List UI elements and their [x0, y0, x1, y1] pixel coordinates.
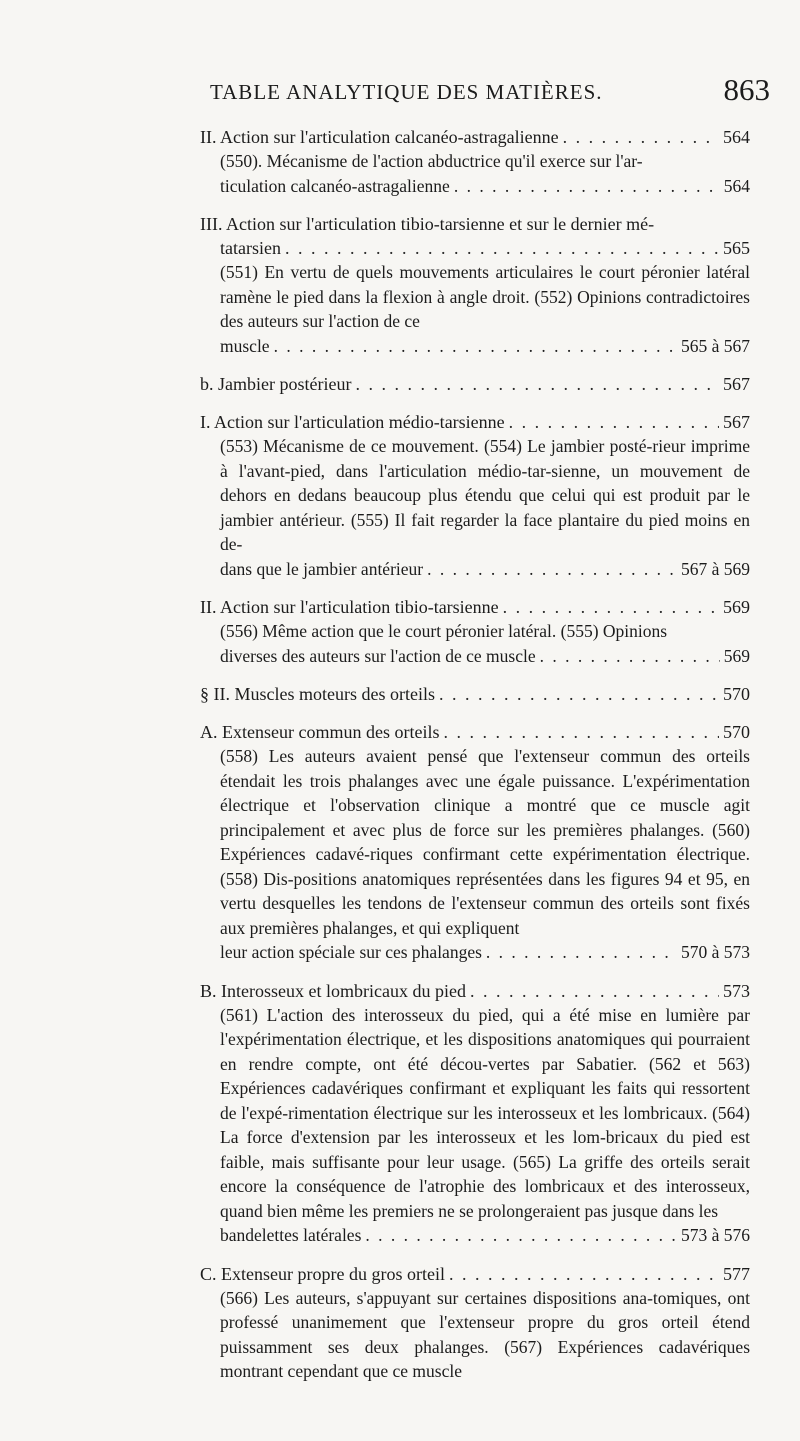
toc-body [200, 260, 750, 358]
toc-body-last-text: bandelettes latérales [220, 1225, 362, 1245]
toc-entry [200, 1262, 750, 1384]
leader-dots [443, 720, 719, 744]
toc-body-last-text: diverses des auteurs sur l'action de ce muscle [220, 645, 536, 666]
leader-dots [355, 372, 719, 396]
toc-body-page: 573 à 576 [680, 1225, 750, 1245]
toc-body-last-line [220, 644, 750, 669]
toc-body-page: 567 à 569 [680, 558, 750, 579]
toc-page: 567 [723, 412, 750, 432]
page-number: 863 [723, 72, 770, 107]
toc-entry [200, 212, 750, 358]
toc-body-last-line [220, 1223, 750, 1248]
toc-entry [200, 125, 750, 198]
leader-dots [439, 682, 719, 706]
page-header [210, 72, 770, 112]
toc-body-text: (556) Même action que le court péronier latéral. (555) Opinions [220, 621, 668, 641]
toc-entry [200, 720, 750, 965]
toc-heading-line [200, 1262, 750, 1286]
toc-body-last-line [220, 940, 750, 965]
toc-heading: § II. Muscles moteurs des orteils [200, 684, 435, 704]
toc-body-text: (551) En vertu de quels mouvements articulaires le court péronier latéral ramène le pied dans la flexion à angle droit. (552) Opinions contradictoires des auteurs sur l'action de ce [220, 262, 750, 331]
toc-entry [200, 410, 750, 581]
toc-heading: III. Action sur l'articulation tibio-tarsienne et sur le dernier mé- [200, 214, 655, 234]
toc-body-last-line [220, 174, 750, 199]
toc-body-last-text: muscle [220, 335, 270, 356]
toc-heading-line [200, 720, 750, 744]
leader-dots [449, 1262, 719, 1286]
toc-entry [200, 682, 750, 706]
leader-dots [509, 410, 719, 434]
toc-heading-line [200, 595, 750, 619]
toc-page: 565 [723, 238, 750, 258]
toc-body-last-text: ticulation calcanéo-astragalienne [220, 175, 450, 196]
toc-heading-line [200, 410, 750, 434]
toc-entry [200, 372, 750, 396]
toc-page: 573 [723, 980, 750, 1001]
toc-body-page: 564 [723, 175, 750, 196]
leader-dots [563, 125, 719, 149]
toc-body-text: (553) Mécanisme de ce mouvement. (554) Le jambier posté-rieur imprime à l'avant-pied, dans l'articulation médio-tar-sienne, un mouvement de dehors en dedans beaucoup plus étendu que celui qui est produit par le jambier antérieur. (555) Il fait regarder la face plantaire du pied moins en de- [220, 436, 750, 554]
toc-heading-cont: tatarsien [220, 238, 281, 258]
leader-dots [503, 595, 719, 619]
leader-dots [274, 334, 677, 359]
toc-body-last-line [220, 334, 750, 359]
toc-body-page: 570 à 573 [680, 942, 750, 962]
leader-dots [454, 174, 720, 199]
toc-heading: I. Action sur l'articulation médio-tarsienne [200, 412, 505, 432]
toc-entry [200, 595, 750, 668]
toc-body-last-line [220, 557, 750, 582]
toc-body-last-text: dans que le jambier antérieur [220, 558, 424, 579]
toc-heading: II. Action sur l'articulation tibio-tarsienne [200, 597, 499, 617]
toc-page: 569 [723, 597, 750, 617]
toc-page: 570 [723, 684, 750, 704]
leader-dots [540, 644, 720, 669]
toc-heading-cont-line [200, 236, 750, 260]
toc-body-page: 565 à 567 [680, 335, 750, 356]
toc-heading: C. Extenseur propre du gros orteil [200, 1263, 445, 1284]
toc-page: 567 [723, 374, 750, 394]
toc-body-text: (561) L'action des interosseux du pied, qui a été mise en lumière par l'expérimentation électrique, et les dispositions anatomiques qui pourraient en rendre compte, ont été décou-vertes par Sabatier. (562 et 563) Expériences cadavériques confirmant et expliquant les faits qui ressortent de l'expé-rimentation électrique sur les interosseux et les lombricaux. (564) La force d'extension par les interosseux et les lom-bricaux du pied est faible, mais suffisante pour leur usage. (565) La griffe des orteils serait encore la conséquence de l'atrophie des lombricaux et des interosseux, quand bien même les premiers ne se prolongeraient pas jusque dans les [220, 1004, 750, 1221]
toc-heading: B. Interosseux et lombricaux du pied [200, 980, 466, 1001]
toc-body-text: (566) Les auteurs, s'appuyant sur certaines dispositions ana-tomiques, ont professé unanimement que l'extenseur propre du gros orteil étend puissamment ses deux phalanges. (567) Expériences cadavériques montrant cependant que ce muscle [220, 1287, 750, 1381]
toc-heading-line [200, 125, 750, 149]
toc-entry [200, 979, 750, 1248]
toc-body-line-1: (550). Mécanisme de l'action abductrice qu'il exerce sur l'ar- [220, 151, 643, 171]
leader-dots [470, 979, 719, 1003]
toc-body [200, 149, 750, 198]
toc-heading: A. Extenseur commun des orteils [200, 722, 440, 742]
leader-dots [365, 1223, 677, 1248]
toc-body [200, 744, 750, 965]
toc-heading-line [200, 979, 750, 1003]
table-of-contents [200, 125, 750, 1398]
toc-heading-line [200, 212, 750, 236]
toc-page: 577 [723, 1263, 750, 1284]
leader-dots [285, 236, 719, 260]
leader-dots [486, 940, 677, 965]
toc-body-page: 569 [723, 645, 750, 666]
toc-heading-line [200, 372, 750, 396]
running-title: TABLE ANALYTIQUE DES MATIÈRES. [210, 80, 603, 104]
toc-body [200, 1003, 750, 1248]
toc-body [200, 619, 750, 668]
toc-heading: b. Jambier postérieur [200, 374, 352, 394]
toc-body-text: (558) Les auteurs avaient pensé que l'extenseur commun des orteils étendait les trois phalanges avec une égale puissance. L'expérimentation électrique et l'observation clinique a montré que ce muscle agit principalement et avec plus de force sur les premières phalanges. (560) Expériences cadavé-riques confirmant cette expérimentation électrique. (558) Dis-positions anatomiques représentées dans les figures 94 et 95, en vertu desquelles les tendons de l'extenseur commun des orteils sont fixés aux premières phalanges, et qui expliquent [220, 746, 750, 938]
toc-page: 570 [723, 722, 750, 742]
toc-body-text [220, 149, 750, 174]
leader-dots [427, 557, 677, 582]
toc-page: 564 [723, 127, 750, 147]
toc-body-last-text: leur action spéciale sur ces phalanges [220, 942, 482, 962]
toc-body [200, 1286, 750, 1384]
toc-body [200, 434, 750, 581]
toc-heading-line [200, 682, 750, 706]
toc-heading: II. Action sur l'articulation calcanéo-astragalienne [200, 127, 559, 147]
